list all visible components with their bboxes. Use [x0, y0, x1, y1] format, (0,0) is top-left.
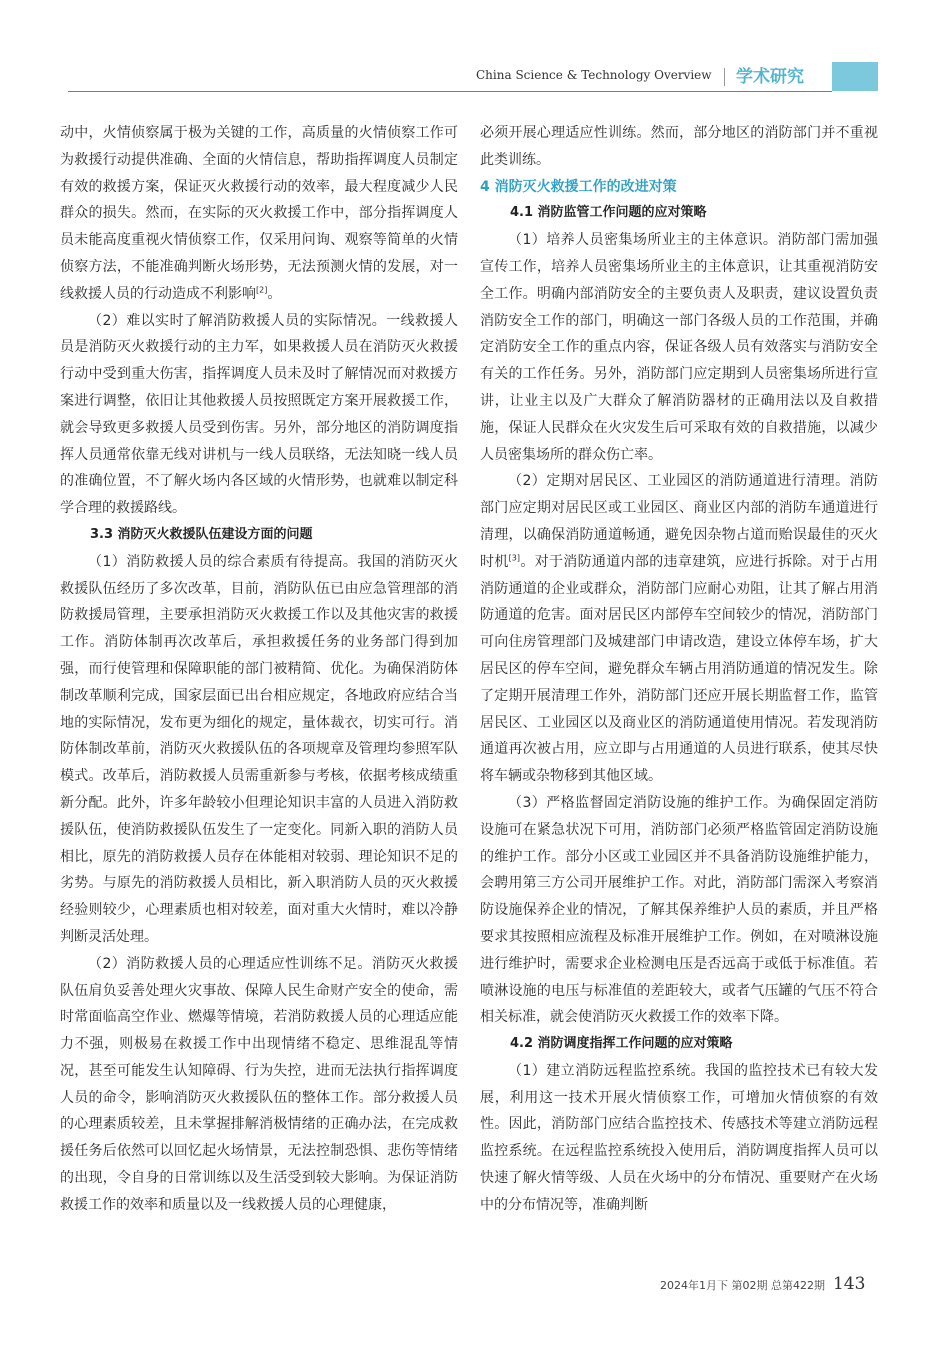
- paragraph: （1）培养人员密集场所业主的主体意识。消防部门需加强宣传工作，培养人员密集场所业主的主体意识，让其重视消防安全工作。明确内部消防安全的主要负责人及职责，建议设置负责消防安全工作的部门，明确这一部门各级人员的工作范围，并确定消防安全工作的重点内容，保证各级人员有效落实与消防安全有关的工作任务。另外，消防部门应定期到人员密集场所进行宣讲，让业主以及广大群众了解消防器材的正确用法以及自救措施，保证人民群众在火灾发生后可采取有效的自救措施，以减少人员密集场所的群众伤亡率。: [480, 232, 878, 463]
- paragraph: （3）严格监督固定消防设施的维护工作。为确保固定消防设施可在紧急状况下可用，消防部门必须严格监管固定消防设施的维护工作。部分小区或工业园区并不具备消防设施维护能力，会聘用第三方公司开展维护工作。对此，消防部门需深入考察消防设施保养企业的情况，了解其保养维护人员的素质，并且严格要求其按照相应流程及标准开展维护工作。例如，在对喷淋设施进行维护时，需要求企业检测电压是否远高于或低于标准值。若喷淋设施的电压与标准值的差距较大，或者气压罐的气压不符合相关标准，就会使消防灭火救援工作的效率下降。: [480, 794, 878, 1026]
- journal-name: China Science & Technology Overview: [476, 68, 712, 82]
- paragraph: （2）消防救援人员的心理适应性训练不足。消防灭火救援队伍肩负妥善处理火灾事故、保障人民生命财产安全的使命，需时常面临高空作业、燃爆等情境，若消防救援人员的心理适应能力不强，则极易在救援工作中出现情绪不稳定、思维混乱等情况，甚至可能发生认知障碍、行为失控，进而无法执行指挥调度人员的命令，影响消防灭火救援队伍的整体工作。部分救援人员的心理素质较差，且未掌握排解消极情绪的正确办法，在完成救援任务后依然可以回忆起火场情景，无法控制恐惧、悲伤等情绪的出现，令自身的日常训练以及生活受到较大影响。为保证消防救援工作的效率和质量以及一线救援人员的心理健康，: [60, 955, 458, 1213]
- paragraph: （1）消防救援人员的综合素质有待提高。我国的消防灭火救援队伍经历了多次改革，目前，消防队伍已由应急管理部的消防救援局管理，主要承担消防灭火救援工作以及其他灾害的救援工作。消防体制再次改革后，承担救援任务的业务部门得到加强，而行使管理和保障职能的部门被精简、优化。为确保消防体制改革顺利完成，国家层面已出台相应规定，各地政府应结合当地的实际情况，发布更为细化的规定，量体裁衣，切实可行。消防体制改革前，消防灭火救援队伍的各项规章及管理均参照军队模式。改革后，消防救援人员需重新参与考核，依据考核成绩重新分配。此外，许多年龄较小但理论知识丰富的人员进入消防救援队伍，使消防救援队伍发生了一定变化。同新入职的消防人员相比，原先的消防救援人员存在体能相对较弱、理论知识不足的劣势。与原先的消防救援人员相比，新入职消防人员的灭火救援经验则较少，心理素质也相对较差，面对重大火情时，难以冷静判断灵活处理。: [60, 553, 458, 945]
- subsection-heading: 4.1 消防监管工作问题的应对策略: [510, 205, 707, 221]
- issue-info: 2024年1月下 第02期 总第422期: [660, 1279, 825, 1292]
- subsection-heading: 3.3 消防灭火救援队伍建设方面的问题: [90, 526, 313, 542]
- header-divider: [724, 68, 725, 86]
- paragraph: （2）定期对居民区、工业园区的消防通道进行清理。消防部门应定期对居民区或工业园区、商业区内部的消防车通道进行清理，以确保消防通道畅通，避免因杂物占道而贻误最佳的灭火时机[3]。对于消防通道内部的违章建筑，应进行拆除。对于占用消防通道的企业或群众，消防部门应耐心劝阻，让其了解占用消防通道的危害。面对居民区内部停车空间较少的情况，消防部门可向住房管理部门及城建部门申请改造，建设立体停车场，扩大居民区的停车空间，避免群众车辆占用消防通道的情况发生。除了定期开展清理工作外，消防部门还应开展长期监督工作，监管居民区、工业园区以及商业区的消防通道使用情况。若发现消防通道再次被占用，应立即与占用通道的人员进行联系，使其尽快将车辆或杂物移到其他区域。: [480, 473, 879, 785]
- citation: [2]: [256, 285, 268, 295]
- left-column: [60, 120, 458, 1219]
- page-footer: [660, 1274, 865, 1294]
- right-column: [480, 120, 878, 1219]
- paragraph: （1）建立消防远程监控系统。我国的监控技术已有较大发展，利用这一技术开展火情侦察工作，可增加火情侦察的有效性。因此，消防部门应结合监控技术、传感技术等建立消防远程监控系统。在远程监控系统投入使用后，消防调度指挥人员可以快速了解火情等级、人员在火场中的分布情况、重要财产在火场中的分布情况等，准确判断: [480, 1062, 878, 1213]
- page-number: 143: [832, 1274, 866, 1294]
- paragraph: 必须开展心理适应性训练。然而，部分地区的消防部门并不重视此类训练。: [480, 125, 878, 168]
- section-title: 学术研究: [736, 67, 804, 87]
- header-rule: [68, 91, 832, 92]
- citation: [3]: [508, 553, 520, 563]
- paragraph: （2）难以实时了解消防救援人员的实际情况。一线救援人员是消防灭火救援行动的主力军，如果救援人员在消防灭火救援行动中受到重大伤害，指挥调度人员未及时了解情况而对救援方案进行调整，依旧让其他救援人员按照既定方案开展救援工作，就会导致更多救援人员受到伤害。另外，部分地区的消防调度指挥人员通常依靠无线对讲机与一线人员联络，无法知晓一线人员的准确位置，不了解火场内各区域的火情形势，也就难以制定科学合理的救援路线。: [60, 312, 458, 517]
- section-heading: 4 消防灭火救援工作的改进对策: [480, 178, 677, 195]
- header-color-block: [832, 62, 878, 91]
- paragraph: 动中，火情侦察属于极为关键的工作，高质量的火情侦察工作可为救援行动提供准确、全面的火情信息，帮助指挥调度人员制定有效的救援方案，保证灭火救援行动的效率，最大程度减少人民群众的损失。然而，在实际的灭火救援工作中，部分指挥调度人员未能高度重视火情侦察工作，仅采用问询、观察等简单的火情侦察方法，不能准确判断火场形势，无法预测火情的发展，对一线救援人员的行动造成不利影响[2]。: [60, 125, 458, 302]
- subsection-heading: 4.2 消防调度指挥工作问题的应对策略: [510, 1036, 733, 1052]
